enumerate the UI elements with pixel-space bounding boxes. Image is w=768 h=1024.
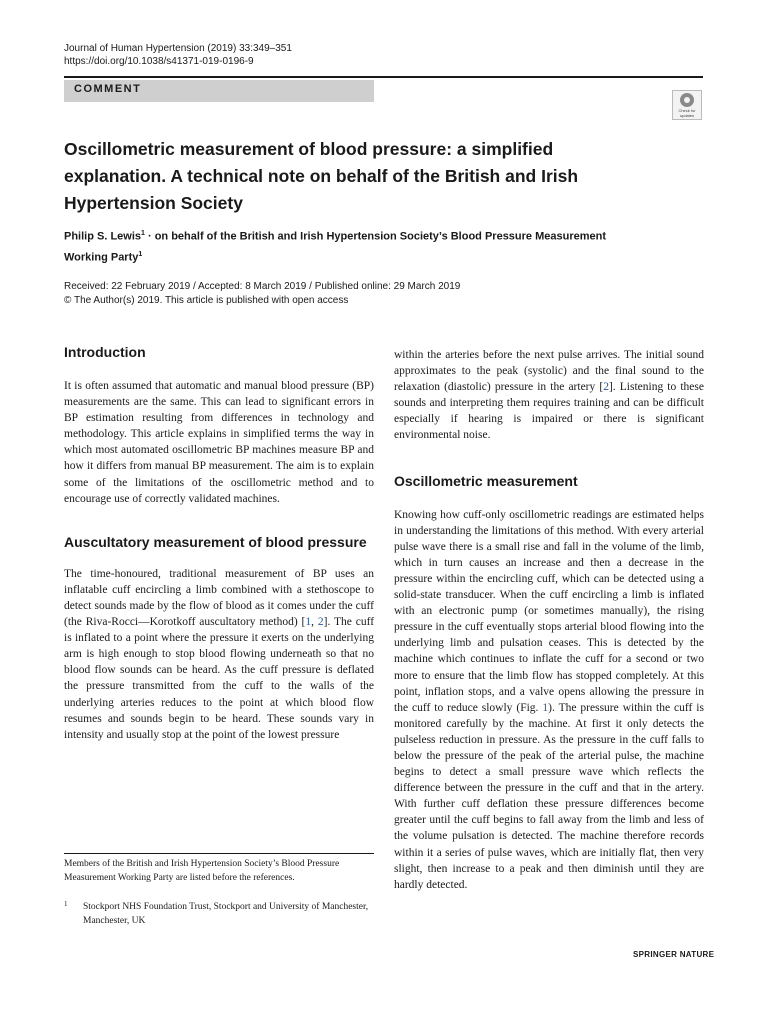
check-for-updates-label: Check for updates — [678, 107, 696, 118]
paragraph-oscillometric: Knowing how cuff-only oscillometric readings are estimated helps in understanding the limitations of this method. With every arterial pulse wave there is a small rise and fall in the volume of the limb, which in turn causes an increase and then a decrease in the pressure within the encircling cuff, which can be detected using a solid-state transducer. When the cuff encircling a limb is inflated with an electronic pump (or sometimes manually), the rising pressure in the cuff eventually stops arterial blood flowing into the underlying limb and pulsation ceases. This is detected by the machine which continues to inflate the cuff for a second or two more to ensure that the limb flow has stopped completely. At this point, inflation stops, and a valve opens allowing the pressure in the cuff to reduce slowly (Fig. 1). The pressure within the cuff is monitored carefully by the machine. At first it only detects the pulseless reduction in pressure. As the pressure in the cuff falls to below the pressure of the peak of the arterial pulse, the machine begins to detect a small pressure wave which reflects the difference between the pressure in the cuff and that in the artery. With further cuff deflation these pressure differences become greater until the cuff begins to fall away from the limb and less of the volume pulsation is detected. The machine therefore records within it a series of pulse waves, which are initially flat, then very slight, then increase to a peak and then diminish until they are hardly detected. — [394, 508, 704, 891]
paragraph-continuation: within the arteries before the next pulse arrives. The initial sound approximates to the peak (systolic) and the final sound to the relaxation (diastolic) pressure in the artery [2]. Listening to these sounds and interpreting them requires training and can be difficult especially if hearing is impaired or there is significant environmental noise. — [394, 349, 704, 442]
paragraph-introduction: It is often assumed that automatic and manual blood pressure (BP) measurements are the same. This can lead to significant errors in BP estimation resulting from differences in technology and methodology. This article explains in simplified terms the way in which most automated oscillometric BP machines measure BP and how it differs from manual BP measurement. The aim is to explain some of the limitations of the oscillometric method and to encourage use of correctly validated machines. — [64, 380, 374, 505]
reference-link-1[interactable]: 1 — [305, 616, 312, 629]
author-line — [64, 225, 624, 266]
affiliation-number: 1 — [64, 900, 68, 908]
footnote-rule — [64, 853, 374, 854]
figure-link-1[interactable]: 1 — [542, 701, 549, 714]
left-column — [64, 344, 374, 743]
heading-oscillometric: Oscillometric measurement — [394, 472, 578, 489]
journal-header — [64, 42, 292, 68]
check-for-updates-icon — [680, 93, 694, 107]
section-label: COMMENT — [64, 80, 374, 102]
footnote-members: Members of the British and Irish Hypertension Society’s Blood Pressure Measurement Working Party are listed before the references. — [64, 859, 340, 883]
springer-nature-logo: SPRINGER NATURE — [633, 950, 715, 959]
heading-introduction: Introduction — [64, 344, 146, 360]
copyright-line: © The Author(s) 2019. This article is published with open access — [64, 295, 349, 306]
article-title: Oscillometric measurement of blood pressure: a simplified explanation. A technical note on behalf of the British and Irish Hypertension Society — [64, 139, 579, 213]
journal-doi[interactable]: https://doi.org/10.1038/s41371-019-0196-9 — [64, 56, 254, 67]
publication-dates — [64, 280, 460, 308]
group-affiliation-marker: 1 — [138, 250, 143, 258]
heading-auscultatory: Auscultatory measurement of blood pressure — [64, 533, 367, 550]
journal-citation: Journal of Human Hypertension (2019) 33:349–351 — [64, 43, 292, 54]
author-affiliation-marker: 1 — [141, 230, 145, 237]
footnote-affiliation — [64, 900, 376, 928]
author-name[interactable]: Philip S. Lewis — [64, 230, 142, 243]
affiliation-text: Stockport NHS Foundation Trust, Stockport and University of Manchester, Manchester, UK — [83, 902, 369, 926]
check-for-updates-badge[interactable] — [672, 90, 702, 120]
author-group: · on behalf of the British and Irish Hypertension Society’s Blood Pressure Measurement Working Party — [64, 230, 607, 264]
paragraph-auscultatory: The time-honoured, traditional measurement of BP uses an inflatable cuff encircling a limb combined with a stethoscope to detect sounds made by the flow of blood as it comes under the cuff (the Riva-Rocci—Korotkoff auscultatory method) [1, 2]. The cuff is inflated to a point where the pressure it exerts on the underlying arm is high enough to stop blood flowing underneath so that no blood flow sounds can be heard. As the cuff pressure is deflated the pressure transmitted from the cuff to the walls of the underlying arteries reduces to the point at which blood flow resumes and sounds begin to be heard. These sounds vary in intensity and usually stop at the point of the lowest pressure — [64, 567, 375, 741]
right-column — [394, 347, 704, 893]
header-rule — [64, 76, 703, 78]
reference-link-2b[interactable]: 2 — [603, 381, 609, 394]
reference-link-2[interactable]: 2 — [317, 616, 324, 629]
received-accepted-published: Received: 22 February 2019 / Accepted: 8 March 2019 / Published online: 29 March 2019 — [64, 281, 461, 292]
